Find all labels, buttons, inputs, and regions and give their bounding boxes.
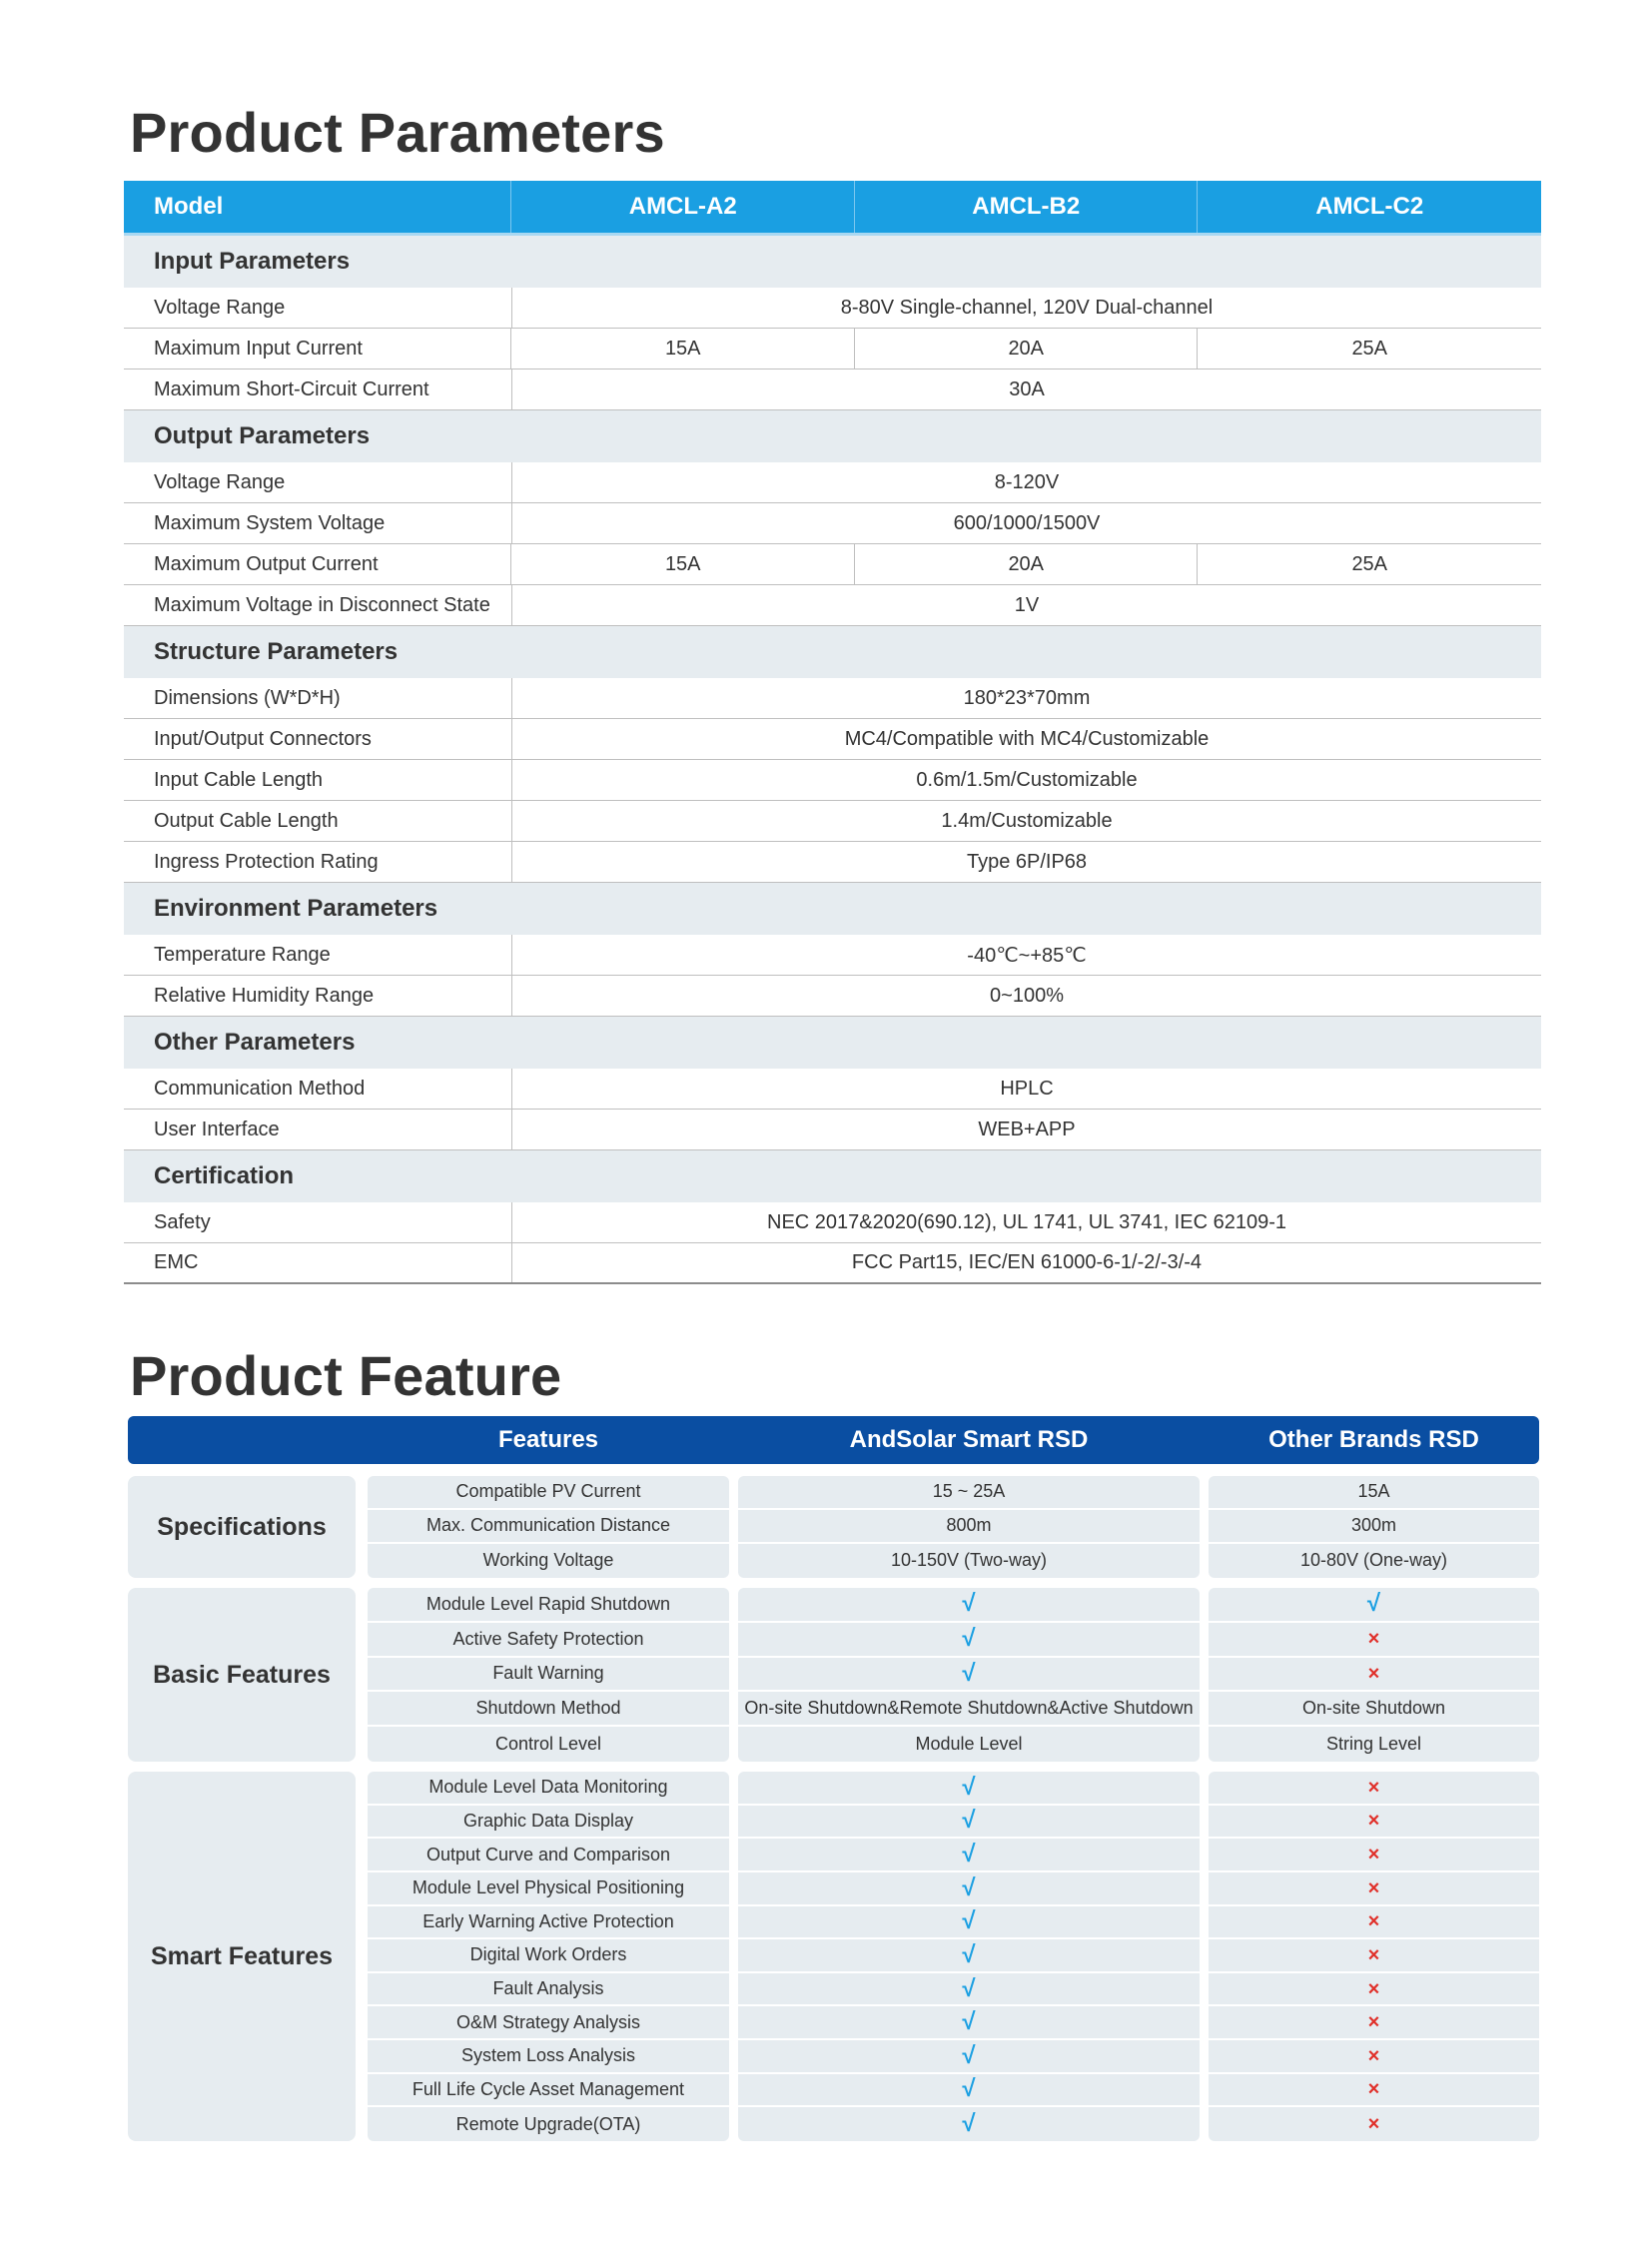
cell-andsolar [738, 2107, 1200, 2141]
section-output: Output Parameters [124, 410, 1541, 462]
column-andsolar [738, 1588, 1200, 1762]
cross-icon: × [1367, 1662, 1380, 1685]
cell-feature [368, 2107, 729, 2141]
row-label: Dimensions (W*D*H) [124, 678, 512, 718]
cell-andsolar [738, 2006, 1200, 2040]
row-label: Ingress Protection Rating [124, 842, 512, 882]
table-row [124, 760, 1541, 801]
cross-icon: × [1367, 1628, 1380, 1651]
check-icon: √ [962, 2008, 976, 2036]
row-value: WEB+APP [978, 1118, 1076, 1140]
check-icon: √ [1366, 1590, 1381, 1618]
cell-others [1209, 1939, 1539, 1973]
features-title: Product Feature [130, 1344, 562, 1407]
table-row [124, 544, 1541, 585]
cell-text: 800m [946, 1515, 992, 1536]
row-value: 0~100% [990, 984, 1064, 1007]
row-value: 1.4m/Customizable [941, 809, 1113, 832]
row-value: HPLC [1000, 1077, 1054, 1100]
cell-others [1209, 1692, 1539, 1727]
column-andsolar [738, 1476, 1200, 1578]
cell-text: 15A [1357, 1481, 1390, 1502]
cell-text: Remote Upgrade(OTA) [455, 2113, 641, 2134]
row-label: Maximum System Voltage [124, 503, 512, 543]
cell-feature [368, 1872, 729, 1906]
table-row [124, 503, 1541, 544]
table-row [124, 585, 1541, 626]
check-icon: √ [962, 1659, 976, 1687]
cell-feature [368, 1510, 729, 1544]
column-others [1209, 1476, 1539, 1578]
cell-text: Working Voltage [482, 1550, 614, 1571]
cell-others [1209, 1476, 1539, 1510]
cell-feature [368, 1973, 729, 2007]
cell-text: Digital Work Orders [469, 1944, 627, 1965]
parameters-table [124, 181, 1541, 1284]
cross-icon: × [1367, 2078, 1380, 2101]
cell-feature [368, 1939, 729, 1973]
cell-text: Module Level [915, 1734, 1023, 1755]
row-label: Output Cable Length [124, 801, 512, 841]
check-icon: √ [962, 2110, 976, 2138]
section-input: Input Parameters [124, 236, 1541, 288]
cell-andsolar [738, 1692, 1200, 1727]
cell-text: Module Level Rapid Shutdown [425, 1593, 671, 1614]
header-amcl-c2: AMCL-C2 [1315, 193, 1424, 220]
column-feature [368, 1476, 729, 1578]
section-structure: Structure Parameters [124, 626, 1541, 678]
row-value: -40℃~+85℃ [967, 944, 1087, 967]
row-value-c2: 25A [1351, 552, 1388, 575]
cell-feature [368, 1772, 729, 1806]
cell-others [1209, 2074, 1539, 2108]
parameters-title: Product Parameters [130, 101, 665, 164]
cell-text: O&M Strategy Analysis [455, 2011, 641, 2032]
cell-others [1209, 1973, 1539, 2007]
row-label: Communication Method [124, 1069, 512, 1109]
cross-icon: × [1367, 1943, 1380, 1966]
cell-text: Fault Analysis [492, 1978, 604, 1999]
row-label: User Interface [124, 1110, 512, 1149]
table-row [124, 842, 1541, 883]
table-row [124, 370, 1541, 410]
cell-text: Early Warning Active Protection [422, 1910, 674, 1931]
header-model: Model [124, 181, 511, 233]
cell-others [1209, 1544, 1539, 1578]
check-icon: √ [962, 1940, 976, 1968]
row-label: Maximum Output Current [124, 544, 511, 584]
cell-text: Active Safety Protection [452, 1628, 644, 1649]
row-value: FCC Part15, IEC/EN 61000-6-1/-2/-3/-4 [851, 1251, 1203, 1273]
cross-icon: × [1367, 1810, 1380, 1833]
cell-text: On-site Shutdown&Remote Shutdown&Active Shutdown [744, 1698, 1194, 1719]
cell-others [1209, 2006, 1539, 2040]
cross-icon: × [1367, 2044, 1380, 2067]
table-row [124, 801, 1541, 842]
table-row [124, 976, 1541, 1017]
table-row [124, 1202, 1541, 1243]
cell-andsolar [738, 1510, 1200, 1544]
cell-others [1209, 1806, 1539, 1840]
check-icon: √ [962, 1590, 976, 1618]
column-andsolar [738, 1772, 1200, 2141]
cell-andsolar [738, 1939, 1200, 1973]
cell-andsolar [738, 1772, 1200, 1806]
cell-andsolar [738, 1839, 1200, 1872]
cell-text: Max. Communication Distance [425, 1515, 671, 1536]
row-label: Safety [124, 1202, 512, 1242]
header-andsolar: AndSolar Smart RSD [849, 1426, 1089, 1453]
header-amcl-a2: AMCL-A2 [511, 181, 855, 233]
group-label: Smart Features [128, 1772, 356, 2141]
parameters-header-row [124, 181, 1541, 236]
table-row [124, 1069, 1541, 1110]
cell-andsolar [738, 1658, 1200, 1693]
cell-others [1209, 1623, 1539, 1658]
cell-text: System Loss Analysis [460, 2045, 636, 2066]
row-value-b2: 20A [855, 544, 1199, 584]
table-row [124, 1110, 1541, 1150]
row-label: Voltage Range [124, 462, 512, 502]
cell-feature [368, 1906, 729, 1940]
cell-text: Control Level [494, 1734, 602, 1755]
cell-text: Module Level Physical Positioning [412, 1877, 685, 1898]
table-row [124, 1243, 1541, 1284]
header-other-brands: Other Brands RSD [1268, 1426, 1479, 1453]
cell-text: Fault Warning [492, 1663, 604, 1684]
row-label: Voltage Range [124, 288, 512, 328]
cross-icon: × [1367, 2113, 1380, 2136]
column-others [1209, 1588, 1539, 1762]
table-row [124, 935, 1541, 976]
row-value: 180*23*70mm [963, 686, 1091, 709]
cell-feature [368, 1476, 729, 1510]
check-icon: √ [962, 1807, 976, 1835]
cell-others [1209, 2107, 1539, 2141]
check-icon: √ [962, 1625, 976, 1653]
check-icon: √ [962, 1974, 976, 2002]
row-value: 30A [1009, 377, 1045, 400]
row-label: Maximum Input Current [124, 329, 511, 369]
cell-others [1209, 1772, 1539, 1806]
table-row [124, 678, 1541, 719]
cell-feature [368, 1806, 729, 1840]
cell-feature [368, 1692, 729, 1727]
cell-feature [368, 1839, 729, 1872]
header-features: Features [497, 1426, 599, 1453]
cross-icon: × [1367, 2011, 1380, 2034]
cell-text: 300m [1350, 1515, 1397, 1536]
cell-text: On-site Shutdown [1301, 1698, 1446, 1719]
cell-andsolar [738, 1588, 1200, 1623]
cross-icon: × [1367, 1977, 1380, 2000]
cell-andsolar [738, 1973, 1200, 2007]
cell-feature [368, 1588, 729, 1623]
row-value: MC4/Compatible with MC4/Customizable [844, 727, 1210, 750]
header-amcl-b2: AMCL-B2 [855, 181, 1199, 233]
row-label: Maximum Short-Circuit Current [124, 370, 512, 409]
cell-others [1209, 1510, 1539, 1544]
group-basic-features [128, 1588, 1539, 1762]
group-specifications [128, 1476, 1539, 1578]
section-other: Other Parameters [124, 1017, 1541, 1069]
row-value: Type 6P/IP68 [966, 850, 1088, 873]
table-row [124, 462, 1541, 503]
cell-text: 15 ~ 25A [932, 1481, 1006, 1502]
cell-feature [368, 2006, 729, 2040]
cell-text: String Level [1325, 1734, 1422, 1755]
row-value-a2: 15A [511, 329, 855, 369]
table-row [124, 719, 1541, 760]
cell-text: Full Life Cycle Asset Management [412, 2078, 685, 2099]
cell-others [1209, 1727, 1539, 1762]
row-value-b2: 20A [855, 329, 1199, 369]
cell-andsolar [738, 1623, 1200, 1658]
check-icon: √ [962, 2075, 976, 2103]
cell-feature [368, 1544, 729, 1578]
cell-feature [368, 1658, 729, 1693]
section-certification: Certification [124, 1150, 1541, 1202]
cell-others [1209, 1588, 1539, 1623]
cross-icon: × [1367, 1776, 1380, 1799]
cell-others [1209, 1839, 1539, 1872]
cell-andsolar [738, 1872, 1200, 1906]
column-others [1209, 1772, 1539, 2141]
row-label: Temperature Range [124, 935, 512, 975]
row-label: Maximum Voltage in Disconnect State [124, 585, 512, 625]
group-smart-features [128, 1772, 1539, 2141]
check-icon: √ [962, 1841, 976, 1868]
row-label: Input/Output Connectors [124, 719, 512, 759]
check-icon: √ [962, 2041, 976, 2069]
row-value: 0.6m/1.5m/Customizable [916, 768, 1138, 791]
row-value: 8-120V [994, 470, 1060, 493]
check-icon: √ [962, 1907, 976, 1935]
cell-text: Graphic Data Display [462, 1810, 634, 1831]
table-row [124, 329, 1541, 370]
row-value-a2: 15A [511, 544, 855, 584]
cell-feature [368, 1623, 729, 1658]
cell-feature [368, 2040, 729, 2074]
row-value: 8-80V Single-channel, 120V Dual-channel [840, 296, 1214, 319]
row-value: 1V [1014, 593, 1040, 616]
check-icon: √ [962, 1873, 976, 1901]
group-label: Basic Features [128, 1588, 356, 1762]
cell-andsolar [738, 1476, 1200, 1510]
group-label: Specifications [128, 1476, 356, 1578]
cell-feature [368, 2074, 729, 2108]
cell-andsolar [738, 2040, 1200, 2074]
cell-andsolar [738, 1727, 1200, 1762]
table-row [124, 288, 1541, 329]
cross-icon: × [1367, 1844, 1380, 1867]
cell-andsolar [738, 1806, 1200, 1840]
cell-text: Shutdown Method [475, 1698, 621, 1719]
section-environment: Environment Parameters [124, 883, 1541, 935]
cell-text: Output Curve and Comparison [425, 1844, 671, 1865]
cell-text: Compatible PV Current [455, 1481, 641, 1502]
cell-andsolar [738, 2074, 1200, 2108]
cell-text: 10-150V (Two-way) [890, 1550, 1048, 1571]
cell-text: Module Level Data Monitoring [428, 1777, 668, 1798]
features-header [128, 1416, 1539, 1464]
check-icon: √ [962, 1773, 976, 1801]
cross-icon: × [1367, 1876, 1380, 1899]
cell-others [1209, 1906, 1539, 1940]
row-value: NEC 2017&2020(690.12), UL 1741, UL 3741, IEC 62109-1 [767, 1210, 1286, 1233]
row-label: Relative Humidity Range [124, 976, 512, 1016]
cell-others [1209, 1658, 1539, 1693]
row-value-c2: 25A [1351, 337, 1388, 360]
cell-feature [368, 1727, 729, 1762]
cross-icon: × [1367, 1910, 1380, 1933]
cell-others [1209, 1872, 1539, 1906]
column-feature [368, 1588, 729, 1762]
row-label: EMC [124, 1243, 512, 1282]
row-label: Input Cable Length [124, 760, 512, 800]
column-feature [368, 1772, 729, 2141]
row-value: 600/1000/1500V [953, 511, 1101, 534]
cell-others [1209, 2040, 1539, 2074]
cell-andsolar [738, 1544, 1200, 1578]
cell-andsolar [738, 1906, 1200, 1940]
cell-text: 10-80V (One-way) [1299, 1550, 1448, 1571]
